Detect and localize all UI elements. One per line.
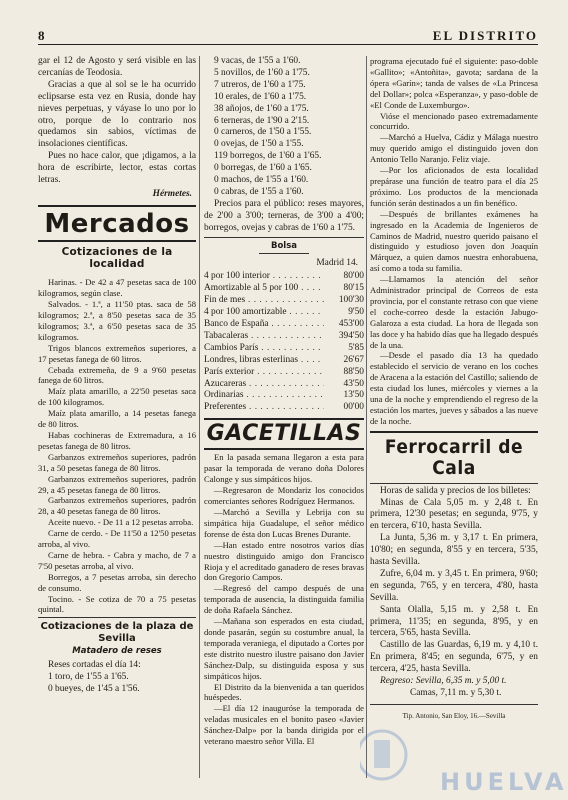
masthead: EL DISTRITO	[432, 28, 538, 43]
bolsa-value: 5'85	[348, 342, 364, 353]
reses-line: 38 añojos, de 1'60 a 1'75.	[214, 103, 309, 114]
market-item: Garbanzos extremeños superiores, padrón 29, a 45 pesetas fanega de 80 litros.	[38, 473, 196, 495]
news-paragraph: —Regresaron de Mondariz los conocidos comerciantes señores Rodríguez Hermanos.	[204, 485, 364, 507]
bolsa-value: 394'50	[338, 330, 364, 341]
ferro-station: Zufre, 6,04 m. y 3,45 t. En primera, 9'60; en segunda, 7'65, y en tercera, 4'80, hasta Sevilla.	[370, 568, 538, 603]
bolsa-table	[204, 271, 364, 414]
news-paragraph: —Después de brillantes exámenes ha ingresado en la Academia de Ingenieros de Caminos de Madrid, nuestro querido paisano el distinguido y estudioso joven don Joaquín Márquez, a quien damos nuestra enhorabuena, así como a toda su familia.	[370, 208, 538, 274]
divider	[204, 448, 364, 450]
divider	[259, 253, 309, 254]
market-item: Aceite nuevo. - De 11 a 12 pesetas arroba.	[48, 517, 194, 528]
bolsa-label: París exterior . . .	[204, 367, 324, 379]
imprint: Tip. Antonio, San Eloy, 16.—Sevilla	[402, 711, 506, 720]
divider	[204, 237, 364, 238]
plaza-sevilla-heading: Cotizaciones de la plaza de Sevilla	[40, 621, 194, 645]
reses-line: 0 bueyes, de 1'45 a 1'56.	[48, 683, 140, 694]
bolsa-label: Preferentes . . .	[204, 402, 324, 414]
column-3	[370, 56, 538, 722]
bolsa-label: Cambios París . . .	[204, 343, 324, 355]
stamp-text: HUELVA	[440, 768, 568, 796]
bolsa-row	[204, 271, 364, 283]
news-paragraph: —Marchó a Huelva, Cádiz y Málaga nuestro muy querido amigo el distinguido joven don Antonio Tello Naranjo. Feliz viaje.	[370, 132, 538, 165]
bolsa-row	[204, 331, 364, 343]
bolsa-date: Madrid 14.	[316, 257, 358, 268]
reses-line: 0 carneros, de 1'50 a 1'55.	[214, 127, 312, 138]
reses-line: Reses cortadas el día 14:	[48, 660, 141, 671]
ferro-regreso: Regreso: Sevilla, 6,35 m. y 5,00 t.	[380, 676, 507, 687]
ferrocarril-heading: Ferrocarril de Cala	[384, 435, 524, 479]
market-item: Borregos, a 7 pesetas arroba, sin derecho de consumo.	[38, 571, 196, 593]
reses-line: 0 cabras, de 1'55 a 1'60.	[214, 186, 304, 197]
column-1	[38, 56, 196, 696]
mercados-heading: Mercados	[44, 208, 190, 239]
bolsa-value: 80'15	[343, 283, 364, 294]
market-item: Garbanzos extremeños superiores, padrón 28, a 40 pesetas fanega de 80 litros.	[38, 495, 196, 517]
bolsa-label: Fin de mes . . .	[204, 295, 324, 307]
news-paragraph: —Marchó a Sevilla y Lebrija con su simpática hija Guadalupe, el señor médico forense de ésta don Lucas Brenes Durante.	[204, 507, 364, 539]
bolsa-value: 26'67	[343, 354, 364, 365]
news-paragraph: —Desde el pasado día 13 ha quedado establecido el servicio de verano en los coches de Aracena a la estación del Castillo; saliendo de esta ciudad los lunes, miércoles y viernes a la una de la noche y emprendiendo el regreso de la estación los martes, jueves y sábados a las nueve de la noche.	[370, 350, 538, 426]
market-item: Carne de hebra. - Cabra y macho, de 7 a 7'50 pesetas arroba, al vivo.	[38, 549, 196, 571]
news-paragraph: programa ejecutado fué el siguiente: paso-doble «Gallito»; «Antoñita», gavota; sardana de la ópera «Garín»; tanda de valses de «La Princesa del Dollar»; polca «Esperanza», y paso-doble de «El Conde de Luxemburgo».	[370, 56, 538, 110]
bolsa-value: 453'00	[338, 319, 364, 330]
reses-line: 6 terneras, de 1'90 a 2'15.	[214, 115, 310, 126]
column-divider	[366, 56, 367, 778]
news-paragraph: —El día 12 inauguróse la temporada de veladas musicales en el bonito paseo «Javier Sánchez-Dalp» por la banda dirigida por el veterano maestro señor Villa. El	[204, 703, 364, 747]
news-paragraph: —Por los aficionados de esta localidad prepárase una función de teatro para el día 25 próximo. Los productos de la mencionada función serán destinados a un fin benéfico.	[370, 165, 538, 208]
bolsa-label: 4 por 100 interior . . .	[204, 271, 324, 283]
ferro-regreso: Camas, 7,11 m. y 5,30 t.	[410, 688, 502, 698]
bolsa-label: Amortizable al 5 por 100 . . .	[204, 283, 324, 295]
bolsa-row	[204, 307, 364, 319]
market-item: Trigos blancos extremeños superiores, a 17 pesetas fanega de 60 litros.	[38, 342, 196, 364]
divider	[38, 205, 196, 207]
bolsa-row	[204, 355, 364, 367]
reses-line: 0 machos, de 1'55 a 1'60.	[214, 175, 309, 186]
bolsa-row	[204, 295, 364, 307]
divider	[370, 431, 538, 433]
column-divider	[199, 56, 200, 778]
market-item: Maíz plata amarillo, a 22'50 pesetas saca de 100 kilogramos.	[38, 386, 196, 408]
news-paragraph: Vióse el mencionado paseo extremadamente concurrido.	[370, 110, 538, 132]
bolsa-label: Ordinarias . . .	[204, 390, 324, 402]
bolsa-value: 80'00	[343, 271, 364, 282]
bolsa-value: 88'50	[343, 366, 364, 377]
bolsa-label: Banco de España . . .	[204, 319, 324, 331]
bolsa-row	[204, 379, 364, 391]
news-paragraph: —Han estado entre nosotros varios días nuestro distinguido amigo don Francisco Rioja y el acreditado ganadero de reses bravas don Gregorio Campos.	[204, 539, 364, 583]
ferro-station: Minas de Cala 5,05 m. y 2,48 t. En primera, 12'30 pesetas; en segunda, 9'75, y en tercera, 6'10, hasta Sevilla.	[370, 497, 538, 532]
paragraph: gar el 12 de Agosto y será visible en las cercanías de Teodosia.	[38, 56, 196, 78]
bolsa-value: 13'50	[343, 390, 364, 401]
paragraph: Gracias a que al sol se le ha ocurrido eclipsarse esta vez en Rusia, donde hay nieves perpetuas, y váyase lo uno por lo otro, porque de lo contrario nos quedamos sin sabios, víctimas de insolaciones científicas.	[38, 79, 196, 150]
bolsa-row	[204, 367, 364, 379]
page-header	[38, 28, 538, 45]
gacetillas-heading: GACETILLAS	[206, 421, 362, 447]
news-paragraph: El Distrito da la bienvenida a tan queridos huéspedes.	[204, 681, 364, 703]
market-item: Maíz plata amarillo, a 14 pesetas fanega de 80 litros.	[38, 408, 196, 430]
matadero-heading: Matadero de reses	[72, 646, 162, 657]
market-item: Garbanzos extremeños superiores, padrón 31, a 50 pesetas fanega de 80 litros.	[38, 451, 196, 473]
reses-line: 0 ovejas, de 1'50 a 1'55.	[214, 139, 304, 150]
divider	[38, 617, 196, 618]
column-2	[204, 56, 364, 747]
reses-line: 7 utreros, de 1'60 a 1'75.	[214, 79, 306, 90]
reses-line: 5 novillos, de 1'60 a 1'75.	[214, 67, 310, 78]
divider	[38, 240, 196, 242]
bolsa-label: Londres, libras esterlinas . . .	[204, 355, 324, 367]
market-item: Cebada extremeña, de 9 a 9'60 pesetas fanega de 60 litros.	[38, 364, 196, 386]
bolsa-label: 4 por 100 amortizable . . .	[204, 307, 324, 319]
market-item: Habas cochineras de Extremadura, a 16 pesetas fanega de 80 litros.	[38, 429, 196, 451]
news-paragraph: —Regresó del campo después de una temporada de ausencia, la distinguida familia de doña Rafaela Sánchez.	[204, 583, 364, 616]
ferro-station: La Junta, 5,36 m. y 3,17 t. En primera, 10'80; en segunda, 8'55 y en tercera, 5'35, hasta Sevilla.	[370, 533, 538, 568]
market-item: Salvados. - 1.ª, a 11'50 ptas. saca de 58 kilogramos; 2.ª, a 8'50 pesetas saca de 35 kilogramos; 3.ª, a 6'50 pesetas saca de 35 kilogramos.	[38, 299, 196, 342]
bolsa-value: 43'50	[343, 378, 364, 389]
precios-paragraph: Precios para el público: reses mayores, de 2'00 a 3'00; terneras, de 3'00 a 4'00; borregos, ovejas y cabras de 1'60 a 1'75.	[204, 198, 364, 233]
news-paragraph: —Llamamos la atención del señor Administrador principal de Correos de esta provincia, por el constante retraso con que viene el coche-correo desde la estación Jabugo-Galaroza a esta ciudad. La hora de llegada son las doce y ha habido días que ha llegado después de la una.	[370, 274, 538, 350]
bolsa-value: 9'50	[348, 307, 364, 318]
ferro-intro: Horas de salida y precios de los billetes:	[380, 485, 531, 496]
page-number: 8	[38, 28, 45, 43]
reses-line: 1 toro, de 1'55 a 1'65.	[48, 672, 129, 682]
bolsa-label: Tabacaleras . . .	[204, 331, 324, 343]
bolsa-row	[204, 390, 364, 402]
cotizaciones-heading: Cotizaciones de la localidad	[61, 246, 173, 271]
reses-line: 119 borregos, de 1'60 a 1'65.	[214, 151, 322, 162]
bolsa-row	[204, 343, 364, 355]
divider	[370, 483, 538, 484]
bolsa-row	[204, 402, 364, 414]
news-paragraph: —Mañana son esperados en esta ciudad, donde pasarán, según su costumbre anual, la temporada veraniega, el diputado a Cortes por este distrito nuestro ilustre paisano don Javier Sánchez-Dalp, su distinguida esposa y sus simpáticos hijos.	[204, 616, 364, 681]
market-item: Carne de cerdo. - De 11'50 a 12'50 pesetas arroba, al vivo.	[38, 528, 196, 550]
ferro-station: Castillo de las Guardas, 6,19 m. y 4,10 t. En primera, 8'45; en segunda, 6'75, y en tercera, 4'25, hasta Sevilla.	[370, 640, 538, 675]
reses-line: 10 erales, de 1'60 a 1'75.	[214, 91, 307, 102]
reses-line: 0 borregas, de 1'60 a 1'65.	[214, 163, 312, 174]
bolsa-row	[204, 283, 364, 295]
reses-line: 9 vacas, de 1'55 a 1'60.	[214, 56, 301, 66]
bolsa-value: 100'30	[338, 295, 364, 306]
bolsa-heading: Bolsa	[270, 240, 298, 251]
paragraph: Pues no hace calor, que ¡digamos, a la hora de escribirte, lector, estas cortas letras.	[38, 151, 196, 186]
bolsa-label: Azucareras . . .	[204, 379, 324, 391]
bolsa-row	[204, 319, 364, 331]
ferro-station: Santa Olalla, 5,15 m. y 2,58 t. En primera, 11'35; en segunda, 8'95, y en tercera, 5'65, hasta Sevilla.	[370, 604, 538, 639]
news-paragraph: En la pasada semana llegaron a esta para pasar la temporada de verano doña Dolores Calonge y sus simpáticos hijos.	[204, 452, 364, 485]
market-item: Harinas. - De 42 a 47 pesetas saca de 100 kilogramos, según clase.	[38, 277, 196, 299]
signature: Hérmetes.	[152, 188, 192, 199]
market-item: Tocino. - Se cotiza de 70 a 75 pesetas quintal.	[38, 593, 196, 615]
divider	[370, 704, 538, 705]
divider	[204, 418, 364, 420]
bolsa-value: 00'00	[343, 402, 364, 413]
